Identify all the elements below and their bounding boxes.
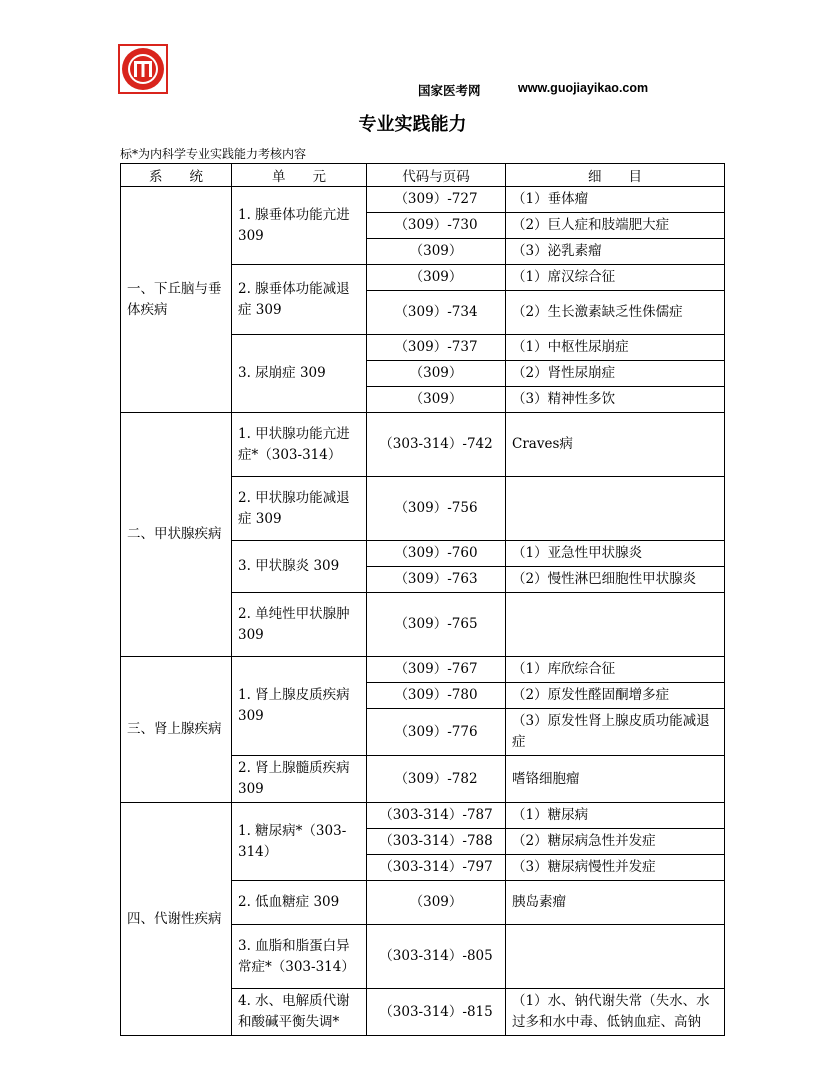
system-cell: 四、代谢性疾病 bbox=[121, 803, 232, 1036]
detail-cell: （2）原发性醛固酮增多症 bbox=[506, 683, 725, 709]
code-cell: （309） bbox=[367, 387, 506, 413]
syllabus-table bbox=[120, 163, 725, 1036]
detail-cell: （3）原发性肾上腺皮质功能减退症 bbox=[506, 709, 725, 756]
site-url[interactable]: www.guojiayikao.com bbox=[518, 81, 649, 95]
site-logo-icon bbox=[118, 44, 168, 94]
detail-cell: （2）肾性尿崩症 bbox=[506, 361, 725, 387]
code-cell: （309）-727 bbox=[367, 187, 506, 213]
unit-cell: 3. 尿崩症 309 bbox=[232, 335, 367, 413]
header-system: 系 统 bbox=[121, 164, 232, 187]
detail-cell: （2）生长激素缺乏性侏儒症 bbox=[506, 291, 725, 335]
code-cell: （309）-730 bbox=[367, 213, 506, 239]
detail-cell: （1）中枢性尿崩症 bbox=[506, 335, 725, 361]
detail-cell: 胰岛素瘤 bbox=[506, 881, 725, 925]
unit-cell: 2. 低血糖症 309 bbox=[232, 881, 367, 925]
site-name: 国家医考网 bbox=[418, 83, 481, 98]
code-cell: （309）-780 bbox=[367, 683, 506, 709]
detail-cell: （2）慢性淋巴细胞性甲状腺炎 bbox=[506, 567, 725, 593]
code-cell: （309） bbox=[367, 239, 506, 265]
unit-cell: 1. 腺垂体功能亢进 309 bbox=[232, 187, 367, 265]
system-cell: 三、肾上腺疾病 bbox=[121, 657, 232, 803]
unit-cell: 2. 肾上腺髓质疾病 309 bbox=[232, 756, 367, 803]
code-cell: （303-314）-815 bbox=[367, 989, 506, 1036]
detail-cell: （3）精神性多饮 bbox=[506, 387, 725, 413]
table-row bbox=[121, 803, 725, 829]
code-cell: （309） bbox=[367, 265, 506, 291]
unit-cell: 2. 腺垂体功能减退症 309 bbox=[232, 265, 367, 335]
code-cell: （309）-765 bbox=[367, 593, 506, 657]
detail-cell bbox=[506, 925, 725, 989]
code-cell: （303-314）-788 bbox=[367, 829, 506, 855]
unit-cell: 4. 水、电解质代谢和酸碱平衡失调* bbox=[232, 989, 367, 1036]
code-cell: （309） bbox=[367, 881, 506, 925]
code-cell: （303-314）-742 bbox=[367, 413, 506, 477]
detail-cell: 嗜铬细胞瘤 bbox=[506, 756, 725, 803]
detail-cell: （1）席汉综合征 bbox=[506, 265, 725, 291]
code-cell: （309）-760 bbox=[367, 541, 506, 567]
code-cell: （309）-763 bbox=[367, 567, 506, 593]
code-cell: （309）-776 bbox=[367, 709, 506, 756]
unit-cell: 3. 血脂和脂蛋白异常症*（303-314） bbox=[232, 925, 367, 989]
detail-cell: （1）库欣综合征 bbox=[506, 657, 725, 683]
detail-cell: （2）糖尿病急性并发症 bbox=[506, 829, 725, 855]
code-cell: （309） bbox=[367, 361, 506, 387]
code-cell: （309）-734 bbox=[367, 291, 506, 335]
detail-cell: （1）垂体瘤 bbox=[506, 187, 725, 213]
code-cell: （303-314）-797 bbox=[367, 855, 506, 881]
unit-cell: 1. 肾上腺皮质疾病 309 bbox=[232, 657, 367, 756]
unit-cell: 2. 单纯性甲状腺肿 309 bbox=[232, 593, 367, 657]
detail-cell: （3）糖尿病慢性并发症 bbox=[506, 855, 725, 881]
header-code: 代码与页码 bbox=[367, 164, 506, 187]
unit-cell: 1. 糖尿病*（303-314） bbox=[232, 803, 367, 881]
code-cell: （309）-737 bbox=[367, 335, 506, 361]
code-cell: （309）-767 bbox=[367, 657, 506, 683]
table-header-row bbox=[121, 164, 725, 187]
header-detail: 细 目 bbox=[506, 164, 725, 187]
table-row bbox=[121, 657, 725, 683]
unit-cell: 3. 甲状腺炎 309 bbox=[232, 541, 367, 593]
unit-cell: 1. 甲状腺功能亢进症*（303-314） bbox=[232, 413, 367, 477]
table-row bbox=[121, 413, 725, 477]
code-cell: （303-314）-805 bbox=[367, 925, 506, 989]
detail-cell bbox=[506, 477, 725, 541]
code-cell: （309）-782 bbox=[367, 756, 506, 803]
detail-cell: （1）水、钠代谢失常（失水、水过多和水中毒、低钠血症、高钠 bbox=[506, 989, 725, 1036]
detail-cell bbox=[506, 593, 725, 657]
table-row bbox=[121, 187, 725, 213]
code-cell: （309）-756 bbox=[367, 477, 506, 541]
header-unit: 单 元 bbox=[232, 164, 367, 187]
page-title: 专业实践能力 bbox=[358, 114, 467, 135]
detail-cell: Craves病 bbox=[506, 413, 725, 477]
system-cell: 一、下丘脑与垂体疾病 bbox=[121, 187, 232, 413]
detail-cell: （3）泌乳素瘤 bbox=[506, 239, 725, 265]
system-cell: 二、甲状腺疾病 bbox=[121, 413, 232, 657]
detail-cell: （1）亚急性甲状腺炎 bbox=[506, 541, 725, 567]
unit-cell: 2. 甲状腺功能减退症 309 bbox=[232, 477, 367, 541]
code-cell: （303-314）-787 bbox=[367, 803, 506, 829]
table-note: 标*为内科学专业实践能力考核内容 bbox=[120, 147, 307, 161]
detail-cell: （2）巨人症和肢端肥大症 bbox=[506, 213, 725, 239]
detail-cell: （1）糖尿病 bbox=[506, 803, 725, 829]
